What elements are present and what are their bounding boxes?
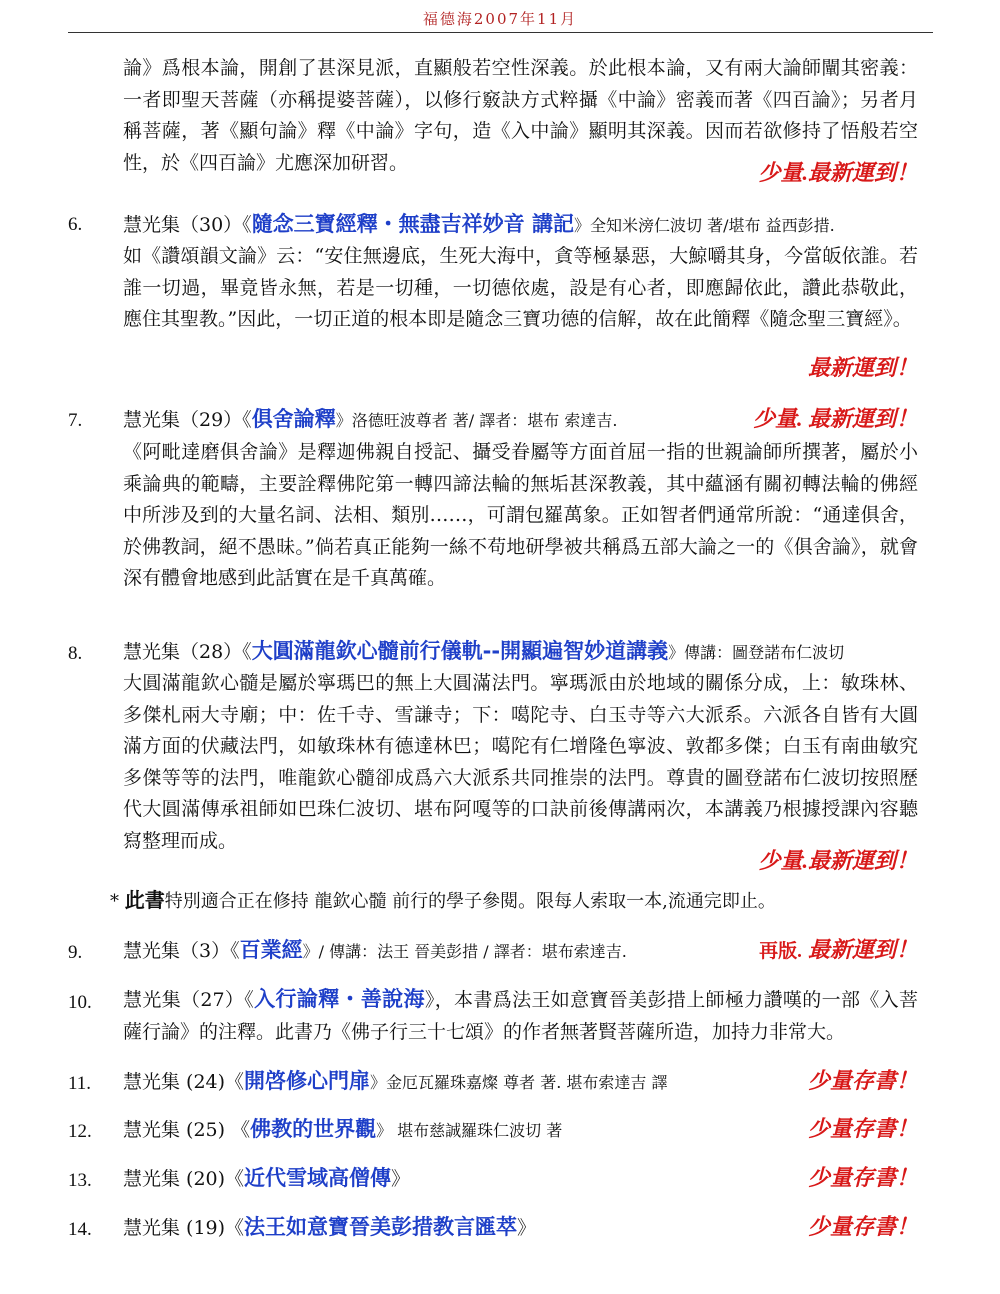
intro-text: 論》爲根本論，開創了甚深見派，直顯般若空性深義。於此根本論，又有兩大論師闡其密義：一者即聖天菩薩（亦稱提婆菩薩），以修行竅訣方式粹攝《中論》密義而著《四百論》；另者月稱菩薩，著《顯句論》釋《中論》字句，造《入中論》顯明其深義。因而若欲修持了悟般若空性，於《四百論》尤應深加研習。 [123, 57, 918, 174]
item-title: 佛教的世界觀 [250, 1117, 377, 1141]
item-heading [123, 404, 918, 436]
item-tag: 最新運到！ [807, 355, 918, 380]
item-prefix: 慧光集（3）《 [123, 940, 240, 962]
item-title: 近代雪域高僧傳 [244, 1166, 392, 1190]
item-tag: 少量存書！ [807, 1116, 918, 1141]
item-suffix: 》，本書爲法王如意寶晉美彭措上師極力讚嘆的一部《入菩薩行論》的注釋。此書乃《佛子行三十七頌》的作者無著賢菩薩所造，加持力非常大。 [123, 989, 918, 1043]
note-star: * [110, 891, 119, 912]
item-suffix: 》傳講：圖登諾布仁波切 [668, 643, 845, 662]
item-title: 開啓修心門扉 [244, 1069, 371, 1093]
item-heading [123, 636, 918, 668]
item-prefix: 慧光集（28）《 [123, 641, 252, 663]
item-heading [123, 1114, 918, 1146]
item-title: 百業經 [239, 938, 303, 962]
item-tag: 少量存書！ [807, 1165, 918, 1190]
item-number: 7. [68, 410, 83, 431]
item-tag: 少量.最新運到！ [758, 848, 918, 873]
item-title: 俱舍論釋 [251, 407, 336, 431]
intro-tag: 少量.最新運到！ [758, 160, 918, 185]
item-body-text: 《阿毗達磨俱舍論》是釋迦佛親自授記、攝受眷屬等方面首屈一指的世親論師所撰著，屬於小乘論典的範疇，主要詮釋佛陀第一轉四諦法輪的無垢甚深教義，其中蘊涵有關初轉法輪的佛經中所涉及到的大量名詞、法相、類別……，可謂包羅萬象。正如智者們通常所說：“通達俱舍，於佛教詞，絕不愚昧。”倘若真正能夠一絲不苟地研學被共稱爲五部大論之一的《俱舍論》，就會深有體會地感到此話實在是千真萬確。 [123, 441, 918, 589]
item-body-text: 如《讚頌韻文論》云：“安住無邊底，生死大海中，貪等極暴惡，大鯨嚼其身，今當皈依誰。若誰一切過，畢竟皆永無，若是一切種，一切德依處，設是有心者，即應歸依此，讚此恭敬此，應住其聖教。”因此，一切正道的根本即是隨念三寶功德的信解，故在此簡釋《隨念聖三寶經》。 [123, 245, 918, 330]
item-body [123, 241, 918, 336]
item-suffix: 》/ 傳講：法王 晉美彭措 / 譯者：堪布索達吉. [302, 942, 627, 961]
item-heading [123, 1066, 918, 1098]
item-heading [123, 1163, 918, 1194]
item-prefix: 慧光集（29）《 [123, 409, 252, 431]
item-title: 入行論釋・善說海 [254, 987, 425, 1011]
note-text: 特別適合正在修持 龍欽心髓 前行的學子參閱。限每人索取一本,流通完即止。 [164, 891, 776, 912]
item-tag [759, 935, 918, 967]
item-prefix: 慧光集 (25) 《 [123, 1119, 251, 1141]
item-tag-reprint: 再版. [759, 941, 802, 962]
item-suffix: 》 [391, 1168, 411, 1190]
item-number: 9. [68, 942, 83, 963]
item-note [110, 885, 776, 917]
item-suffix: 》洛德旺波尊者 著/ 譯者：堪布 索達吉. [335, 411, 618, 430]
item-tag-new: 最新運到！ [807, 937, 918, 962]
item-body-text: 大圓滿龍欽心髓是屬於寧瑪巴的無上大圓滿法門。寧瑪派由於地域的關係分成，上：敏珠林、多傑札兩大寺廟；中：佐千寺、雪謙寺；下：噶陀寺、白玉寺等六大派系。六派各自皆有大圓滿方面的伏藏法門，如敏珠林有德達林巴；噶陀有仁增隆色寧波、敦都多傑；白玉有南曲敏究多傑等等的法門，唯龍欽心髓卻成爲六大派系共同推崇的法門。尊貴的圖登諾布仁波切按照歷代大圓滿傳承祖師如巴珠仁波切、堪布阿嘎等的口訣前後傳講兩次，本講義乃根據授課內容聽寫整理而成。 [123, 672, 918, 852]
note-bold: 此書 [124, 888, 165, 912]
item-suffix: 》 [517, 1217, 537, 1239]
item-prefix: 慧光集 (20)《 [123, 1168, 245, 1190]
item-number: 14. [68, 1219, 92, 1240]
item-heading [123, 935, 918, 967]
item-number: 10. [68, 992, 92, 1013]
item-tag: 少量存書！ [807, 1068, 918, 1093]
item-suffix: 》全知米滂仁波切 著/堪布 益西彭措. [574, 216, 835, 235]
item-prefix: 慧光集 (24)《 [123, 1071, 245, 1093]
item-body [123, 437, 918, 595]
item-prefix: 慧光集（27）《 [123, 989, 255, 1011]
item-tag: 少量存書！ [807, 1214, 918, 1239]
item-tag: 少量. 最新運到！ [752, 406, 918, 431]
item-title: 大圓滿龍欽心髓前行儀軌--開顯遍智妙道講義 [251, 639, 669, 663]
item-number: 6. [68, 214, 83, 235]
item-body [123, 668, 918, 857]
item-title: 隨念三寶經釋・無盡吉祥妙音 講記 [251, 212, 574, 236]
page-header: 福德海2007年11月 [422, 10, 578, 28]
item-title: 法王如意寶晉美彭措教言匯萃 [244, 1215, 518, 1239]
item-number: 11. [68, 1073, 92, 1094]
item-suffix: 》金厄瓦羅珠嘉燦 尊者 著. 堪布索達吉 譯 [370, 1073, 668, 1092]
item-prefix: 慧光集 (19)《 [123, 1217, 245, 1239]
item-suffix: 》 堪布慈誠羅珠仁波切 著 [376, 1121, 563, 1140]
item-heading [123, 1212, 918, 1243]
item-body [123, 984, 918, 1048]
item-number: 13. [68, 1170, 92, 1191]
item-heading [123, 209, 918, 241]
header-rule [68, 32, 933, 33]
item-prefix: 慧光集（30）《 [123, 214, 252, 236]
item-number: 12. [68, 1121, 92, 1142]
item-number: 8. [68, 643, 83, 664]
